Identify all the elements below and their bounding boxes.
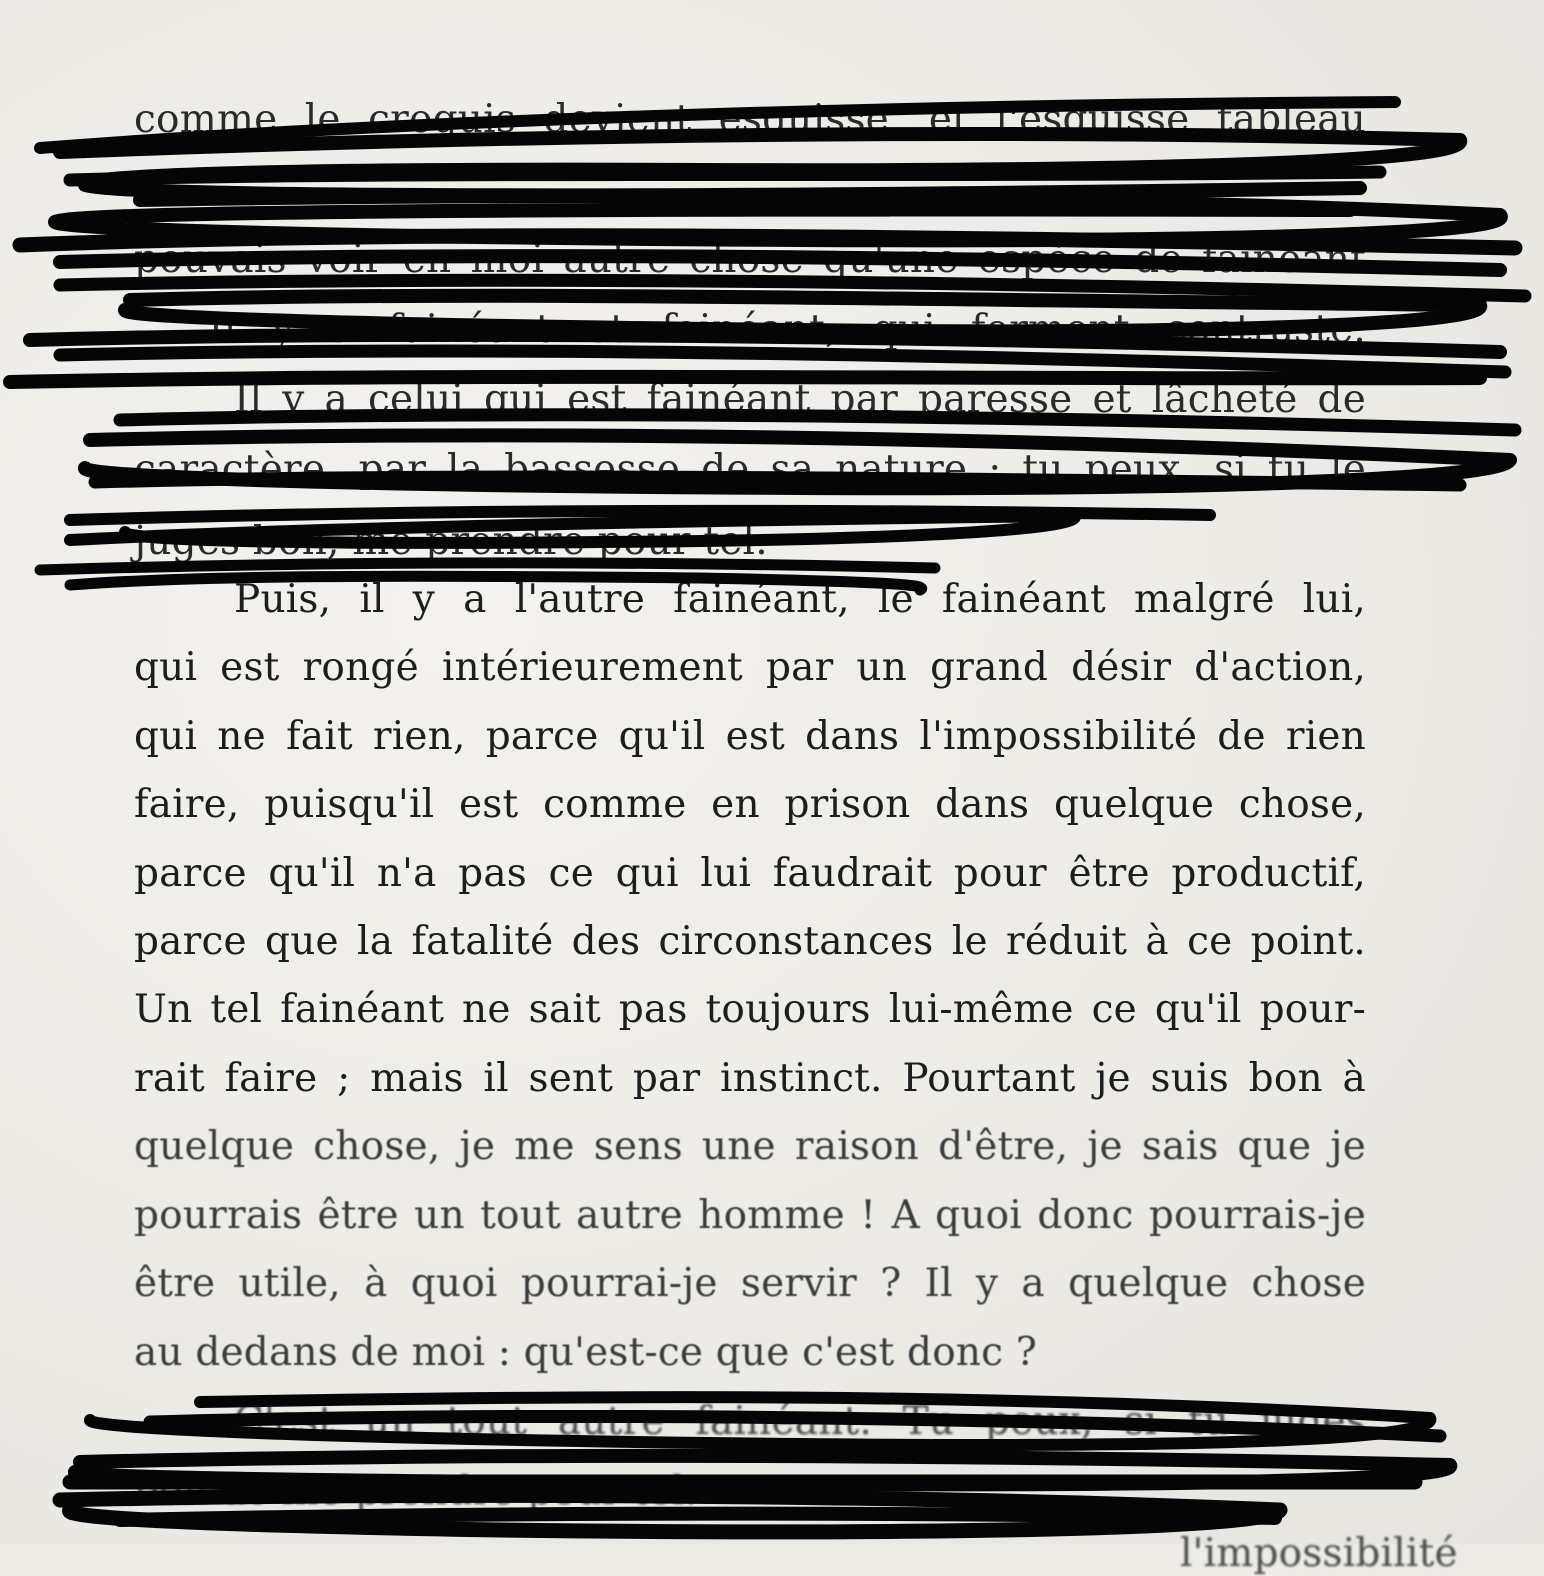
- redacted-line: C'est un tout autre fainéant. Tu peux, si tu juges: [234, 1399, 1366, 1444]
- paragraph-line: parce que la fatalité des circonstances le réduit à ce point.: [134, 919, 1366, 964]
- paragraph-line: parce qu'il n'a pas ce qui lui faudrait pour être productif,: [134, 851, 1366, 896]
- marker-stroke: [10, 377, 1480, 382]
- paragraph-line: faire, puisqu'il est comme en prison dans quelque chose,: [134, 782, 1366, 827]
- paragraph-line: qui ne fait rien, parce qu'il est dans l'impossibilité de rien: [134, 714, 1366, 759]
- paragraph-line: rait faire ; mais il sent par instinct. Pourtant je suis bon à: [134, 1056, 1366, 1101]
- marker-stroke: [60, 256, 1500, 270]
- paragraph-line: Puis, il y a l'autre fainéant, le fainéant malgré lui,: [234, 577, 1366, 622]
- marker-stroke: [40, 563, 935, 570]
- marker-stroke: [70, 576, 922, 590]
- paragraph-line: pourrais être un tout autre homme ! A quoi donc pourrais-je: [134, 1193, 1366, 1238]
- redacted-line: pouvais voir en moi autre chose qu'une espèce de fainéant: [134, 237, 1366, 282]
- redacted-line: caractère, par la bassesse de sa nature ; tu peux, si tu le: [134, 447, 1366, 492]
- redacted-line: juges bon, me prendre pour tel.: [134, 519, 768, 564]
- paragraph-line: quelque chose, je me sens une raison d'être, je sais que je: [134, 1124, 1366, 1169]
- marker-stroke: [120, 1514, 1275, 1520]
- redacted-line: comme le croquis devient esquisse, et l'esquisse tableau: [134, 97, 1366, 142]
- paragraph-line: au dedans de moi : qu'est-ce que c'est donc ?: [134, 1330, 1037, 1375]
- marker-stroke: [120, 415, 1515, 430]
- marker-stroke: [125, 296, 1480, 332]
- marker-stroke: [70, 172, 1380, 180]
- redacted-line: Il y a celui qui est fainéant par paresse et lâcheté de: [234, 377, 1366, 422]
- paragraph-line: qui est rongé intérieurement par un grand désir d'action,: [134, 645, 1366, 690]
- redacted-line: l'impossibilité: [1180, 1531, 1458, 1576]
- paragraph-line: Un tel fainéant ne sait pas toujours lui-même ce qu'il pour-: [134, 987, 1366, 1032]
- paragraph-line: être utile, à quoi pourrai-je servir ? Il y a quelque chose: [134, 1261, 1366, 1306]
- redacted-line: — Il y a fainéant et fainéant, qui forment contraste.: [134, 307, 1366, 352]
- marker-stroke: [70, 1480, 1415, 1482]
- redacted-line: bon de me prendre pour tel.: [134, 1469, 698, 1514]
- marker-stroke: [60, 351, 1505, 372]
- marker-stroke: [60, 134, 1460, 195]
- marker-stroke: [95, 477, 1460, 485]
